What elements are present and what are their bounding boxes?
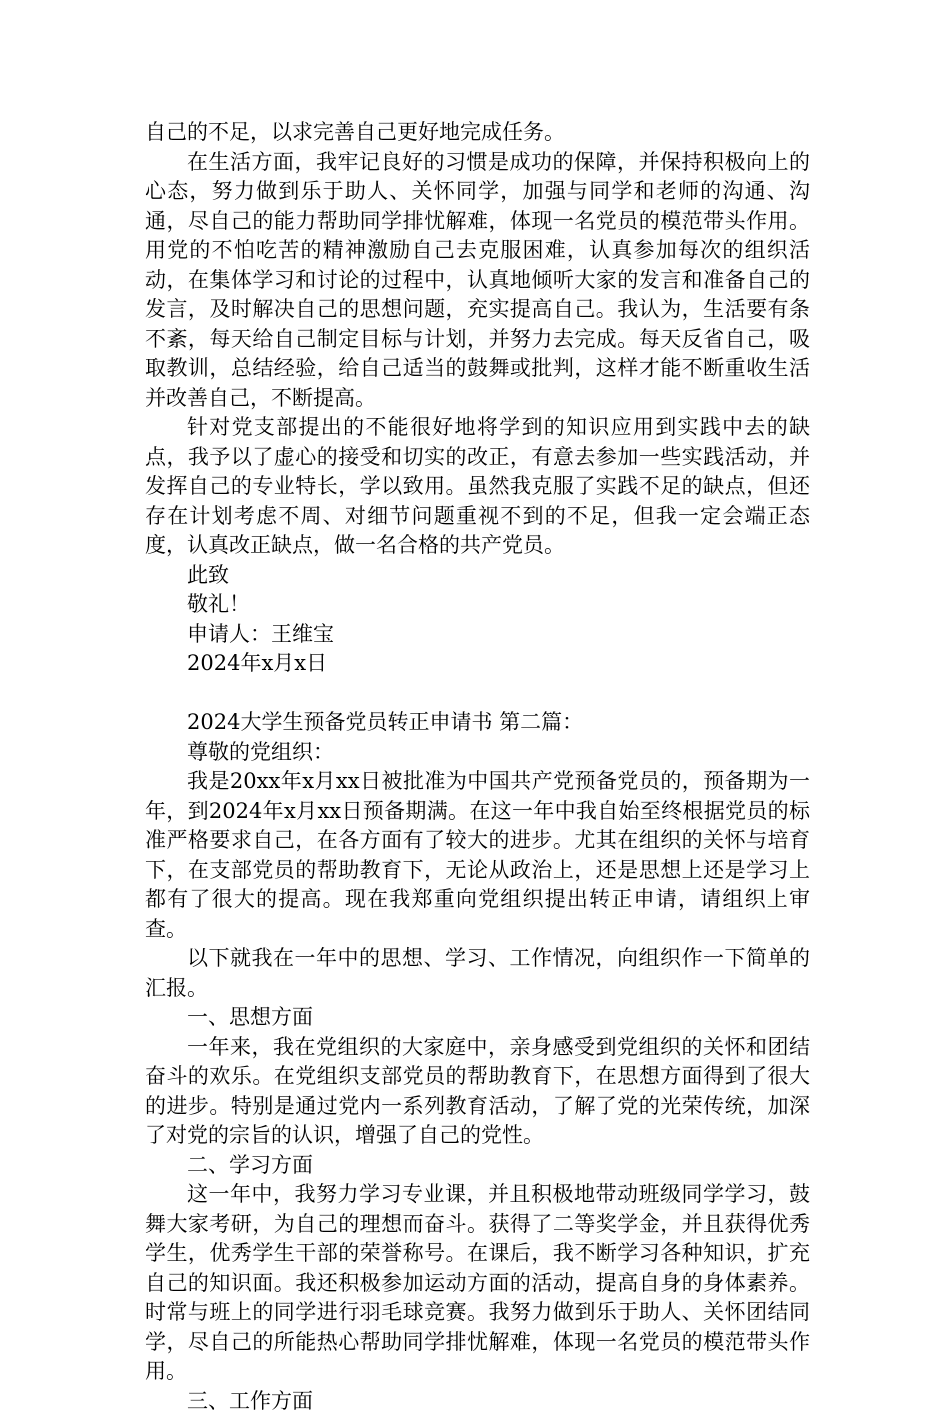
paragraph: 敬礼！ (145, 590, 810, 620)
paragraph: 一、思想方面 (145, 1003, 810, 1033)
paragraph: 此致 (145, 561, 810, 591)
paragraph: 二、学习方面 (145, 1151, 810, 1181)
paragraph: 以下就我在一年中的思想、学习、工作情况，向组织作一下简单的汇报。 (145, 944, 810, 1003)
paragraph: 一年来，我在党组织的大家庭中，亲身感受到党组织的关怀和团结奋斗的欢乐。在党组织支部党员的帮助教育下，在思想方面得到了很大的进步。特别是通过党内一系列教育活动，了解了党的光荣传统，加深了对党的宗旨的认识，增强了自己的党性。 (145, 1033, 810, 1151)
paragraph: 三、工作方面 (145, 1387, 810, 1416)
paragraph: 针对党支部提出的不能很好地将学到的知识应用到实践中去的缺点，我予以了虚心的接受和切实的改正，有意去参加一些实践活动，并发挥自己的专业特长，学以致用。虽然我克服了实践不足的缺点，但还存在计划考虑不周、对细节问题重视不到的不足，但我一定会端正态度，认真改正缺点，做一名合格的共产党员。 (145, 413, 810, 561)
paragraph: 我是20xx年x月xx日被批准为中国共产党预备党员的，预备期为一年，到2024年x月xx日预备期满。在这一年中我自始至终根据党员的标准严格要求自己，在各方面有了较大的进步。尤其在组织的关怀与培育下，在支部党员的帮助教育下，无论从政治上，还是思想上还是学习上都有了很大的提高。现在我郑重向党组织提出转正申请，请组织上审查。 (145, 767, 810, 944)
paragraph: 2024年x月x日 (145, 649, 810, 679)
paragraph: 2024大学生预备党员转正申请书 第二篇： (145, 708, 810, 738)
paragraph: 申请人：王维宝 (145, 620, 810, 650)
paragraph: 在生活方面，我牢记良好的习惯是成功的保障，并保持积极向上的心态，努力做到乐于助人、关怀同学，加强与同学和老师的沟通、沟通，尽自己的能力帮助同学排忧解难，体现一名党员的模范带头作用。用党的不怕吃苦的精神激励自己去克服困难，认真参加每次的组织活动，在集体学习和讨论的过程中，认真地倾听大家的发言和准备自己的发言，及时解决自己的思想问题，充实提高自己。我认为，生活要有条不紊，每天给自己制定目标与计划，并努力去完成。每天反省自己，吸取教训，总结经验，给自己适当的鼓舞或批判，这样才能不断重收生活并改善自己，不断提高。 (145, 148, 810, 414)
document-body (145, 118, 810, 1416)
paragraph: 自己的不足，以求完善自己更好地完成任务。 (145, 118, 810, 148)
paragraph: 尊敬的党组织： (145, 738, 810, 768)
blank-line (145, 679, 810, 709)
paragraph: 这一年中，我努力学习专业课，并且积极地带动班级同学学习，鼓舞大家考研，为自己的理想而奋斗。获得了二等奖学金，并且获得优秀学生，优秀学生干部的荣誉称号。在课后，我不断学习各种知识，扩充自己的知识面。我还积极参加运动方面的活动，提高自身的身体素养。时常与班上的同学进行羽毛球竞赛。我努力做到乐于助人、关怀团结同学，尽自己的所能热心帮助同学排忧解难，体现一名党员的模范带头作用。 (145, 1180, 810, 1387)
